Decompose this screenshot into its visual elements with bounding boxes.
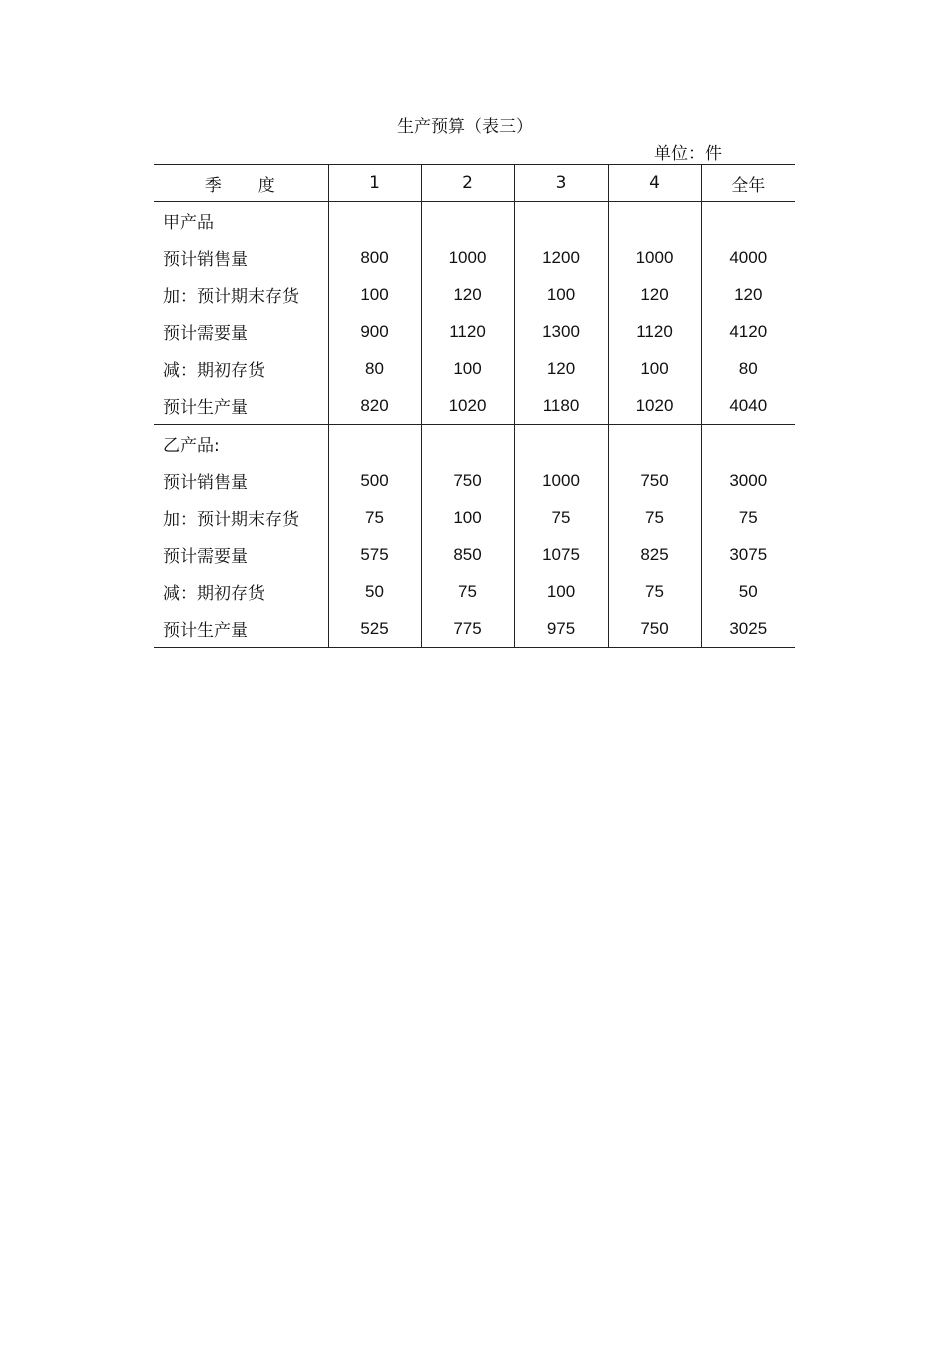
table-row [154, 276, 795, 313]
cell-value: 1000 [421, 239, 514, 276]
table-row [154, 536, 795, 573]
cell-value: 850 [421, 536, 514, 573]
table-row [154, 573, 795, 610]
cell-value: 820 [328, 387, 421, 425]
cell-value: 750 [608, 462, 701, 499]
cell-value: 800 [328, 239, 421, 276]
table-row [154, 610, 795, 648]
row-label: 预计需要量 [163, 324, 248, 344]
section-name: 乙产品: [163, 436, 220, 456]
cell-value: 75 [701, 499, 795, 536]
unit-label: 单位：件 [654, 144, 722, 164]
table-row [154, 462, 795, 499]
cell-value: 4040 [701, 387, 795, 425]
cell-value: 4000 [701, 239, 795, 276]
header-q2: 2 [421, 165, 514, 202]
cell-value: 1120 [608, 313, 701, 350]
cell-value: 1180 [514, 387, 608, 425]
cell-value: 500 [328, 462, 421, 499]
cell-value: 100 [328, 276, 421, 313]
cell-value: 75 [608, 573, 701, 610]
cell-value: 1200 [514, 239, 608, 276]
cell-value: 120 [421, 276, 514, 313]
cell-value: 100 [421, 499, 514, 536]
cell-value: 975 [514, 610, 608, 648]
cell-value: 3000 [701, 462, 795, 499]
table-row [154, 239, 795, 276]
cell-value: 775 [421, 610, 514, 648]
section-name: 甲产品 [163, 213, 214, 233]
header-q3: 3 [514, 165, 608, 202]
header-season: 季 度 [154, 165, 328, 202]
cell-value: 3075 [701, 536, 795, 573]
cell-value: 50 [328, 573, 421, 610]
row-label: 减：期初存货 [163, 584, 265, 604]
row-label: 预计销售量 [163, 250, 248, 270]
table-row [154, 387, 795, 425]
cell-value: 1300 [514, 313, 608, 350]
document-title: 生产预算（表三） [397, 117, 533, 137]
cell-value: 120 [514, 350, 608, 387]
header-row [154, 165, 795, 202]
row-label: 预计生产量 [154, 610, 328, 648]
cell-value: 100 [514, 573, 608, 610]
cell-value: 825 [608, 536, 701, 573]
cell-value: 750 [421, 462, 514, 499]
cell-value: 750 [608, 610, 701, 648]
header-year: 全年 [701, 165, 795, 202]
cell-value: 100 [608, 350, 701, 387]
row-label: 减：期初存货 [163, 361, 265, 381]
row-label: 预计生产量 [154, 387, 328, 425]
row-label: 加：预计期末存货 [163, 287, 299, 307]
cell-value: 3025 [701, 610, 795, 648]
cell-value: 1020 [421, 387, 514, 425]
table-row [154, 313, 795, 350]
cell-value: 75 [421, 573, 514, 610]
row-label: 加：预计期末存货 [163, 510, 299, 530]
production-budget-table [154, 164, 795, 648]
cell-value: 1120 [421, 313, 514, 350]
cell-value: 50 [701, 573, 795, 610]
cell-value: 1000 [608, 239, 701, 276]
cell-value: 75 [608, 499, 701, 536]
cell-value: 100 [421, 350, 514, 387]
cell-value: 120 [608, 276, 701, 313]
cell-value: 1075 [514, 536, 608, 573]
cell-value: 1000 [514, 462, 608, 499]
cell-value: 100 [514, 276, 608, 313]
cell-value: 80 [328, 350, 421, 387]
section-header-row [154, 202, 795, 240]
cell-value: 525 [328, 610, 421, 648]
cell-value: 1020 [608, 387, 701, 425]
header-q4: 4 [608, 165, 701, 202]
cell-value: 80 [701, 350, 795, 387]
cell-value: 900 [328, 313, 421, 350]
cell-value: 75 [328, 499, 421, 536]
cell-value: 75 [514, 499, 608, 536]
cell-value: 575 [328, 536, 421, 573]
row-label: 预计需要量 [163, 547, 248, 567]
table-row [154, 499, 795, 536]
cell-value: 4120 [701, 313, 795, 350]
section-header-row [154, 425, 795, 463]
row-label: 预计销售量 [163, 473, 248, 493]
header-q1: 1 [328, 165, 421, 202]
cell-value: 120 [701, 276, 795, 313]
table-row [154, 350, 795, 387]
